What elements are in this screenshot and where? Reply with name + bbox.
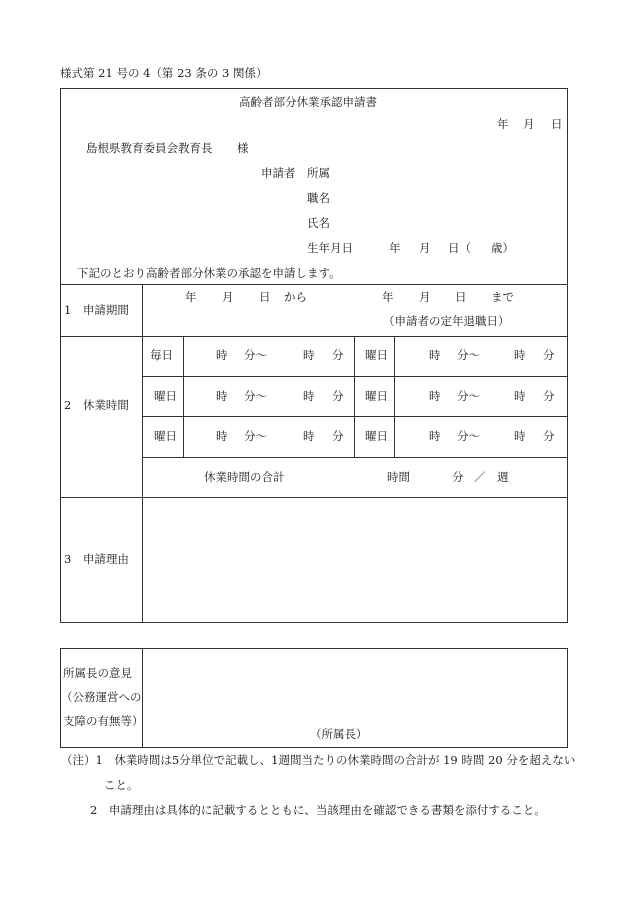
hour-to-label: 時 (303, 429, 315, 443)
grid-line (142, 284, 143, 623)
hour-label: 時 (429, 429, 441, 443)
minute-label: 分 (332, 389, 344, 403)
row1-right-day: 曜日 (365, 348, 388, 362)
applicant-birthdate-label: 生年月日 (307, 241, 353, 255)
minute-label: 分 (543, 389, 555, 403)
age-label: 歳） (491, 241, 514, 255)
minute-label: 分 (543, 429, 555, 443)
row2-right-day: 曜日 (365, 389, 388, 403)
grid-line (142, 376, 568, 377)
hour-to-label: 時 (514, 389, 526, 403)
retirement-date-note: （申請者の定年退職日） (383, 314, 510, 328)
applicant-position-label: 職名 (307, 191, 330, 205)
row2-left-day: 曜日 (154, 389, 177, 403)
form-number: 様式第 21 号の 4（第 23 条の 3 関係） (60, 66, 268, 80)
period-from-suffix: から (284, 290, 307, 304)
grid-line (142, 416, 568, 417)
period-to-year-label: 年 (382, 290, 394, 304)
supervisor-signer-label: （所属長） (310, 727, 368, 741)
total-minutes-label: 分 (452, 470, 464, 484)
date-year-label: 年 (497, 117, 509, 131)
row3-left-day: 曜日 (154, 429, 177, 443)
grid-line (183, 336, 184, 457)
period-from-year-label: 年 (185, 290, 197, 304)
period-to-day-label: 日 (455, 290, 467, 304)
note-1-continued: こと。 (104, 778, 139, 792)
birth-month-label: 月 (419, 241, 431, 255)
minute-from-label: 分～ (244, 429, 267, 443)
addressee-honorific: 様 (237, 141, 249, 155)
birth-year-label: 年 (389, 241, 401, 255)
applicant-label: 申請者 (261, 166, 296, 180)
section3-label: 3 申請理由 (64, 552, 129, 566)
row3-right-day: 曜日 (365, 429, 388, 443)
period-from-day-label: 日 (259, 290, 271, 304)
per-week-label: ／ 週 (474, 470, 509, 484)
hour-to-label: 時 (303, 389, 315, 403)
period-to-month-label: 月 (419, 290, 431, 304)
grid-line (354, 336, 355, 457)
grid-line (60, 336, 568, 337)
hour-to-label: 時 (514, 348, 526, 362)
total-hours-label: 時間 (387, 470, 410, 484)
hour-to-label: 時 (303, 348, 315, 362)
date-month-label: 月 (523, 117, 535, 131)
grid-line (142, 457, 568, 458)
applicant-name-label: 氏名 (307, 216, 330, 230)
opinion-label-line2: （公務運営への (61, 690, 142, 704)
hour-label: 時 (216, 429, 228, 443)
hour-label: 時 (216, 348, 228, 362)
birth-day-label: 日（ (448, 241, 471, 255)
grid-line (60, 497, 568, 498)
hour-label: 時 (429, 348, 441, 362)
opinion-label-line3: 支障の有無等） (63, 714, 144, 728)
period-to-suffix: まで (491, 290, 514, 304)
total-label: 休業時間の合計 (204, 470, 285, 484)
date-day-label: 日 (551, 117, 563, 131)
minute-label: 分 (543, 348, 555, 362)
form-title: 高齢者部分休業承認申請書 (239, 95, 377, 109)
note-1: （注）1 休業時間は5分単位で記載し、1週間当たりの休業時間の合計が 19 時間 20 分を超えない (61, 753, 576, 767)
period-from-month-label: 月 (222, 290, 234, 304)
addressee-name: 島根県教育委員会教育長 (86, 141, 213, 155)
section2-label: 2 休業時間 (64, 398, 129, 412)
hour-label: 時 (429, 389, 441, 403)
minute-label: 分 (332, 429, 344, 443)
minute-from-label: 分～ (244, 348, 267, 362)
grid-line (142, 648, 143, 748)
hour-label: 時 (216, 389, 228, 403)
grid-line (394, 336, 395, 457)
section1-label: 1 申請期間 (64, 303, 129, 317)
note-2: 2 申請理由は具体的に記載するとともに、当該理由を確認できる書類を添付すること。 (90, 803, 546, 817)
hour-to-label: 時 (514, 429, 526, 443)
minute-label: 分 (332, 348, 344, 362)
minute-from-label: 分～ (244, 389, 267, 403)
minute-from-label: 分～ (457, 348, 480, 362)
opinion-label-line1: 所属長の意見 (63, 666, 132, 680)
minute-from-label: 分～ (457, 429, 480, 443)
minute-from-label: 分～ (457, 389, 480, 403)
applicant-affiliation-label: 所属 (307, 166, 330, 180)
grid-line (60, 284, 568, 285)
row1-left-day: 毎日 (150, 348, 173, 362)
request-sentence: 下記のとおり高齢者部分休業の承認を申請します。 (77, 266, 341, 280)
